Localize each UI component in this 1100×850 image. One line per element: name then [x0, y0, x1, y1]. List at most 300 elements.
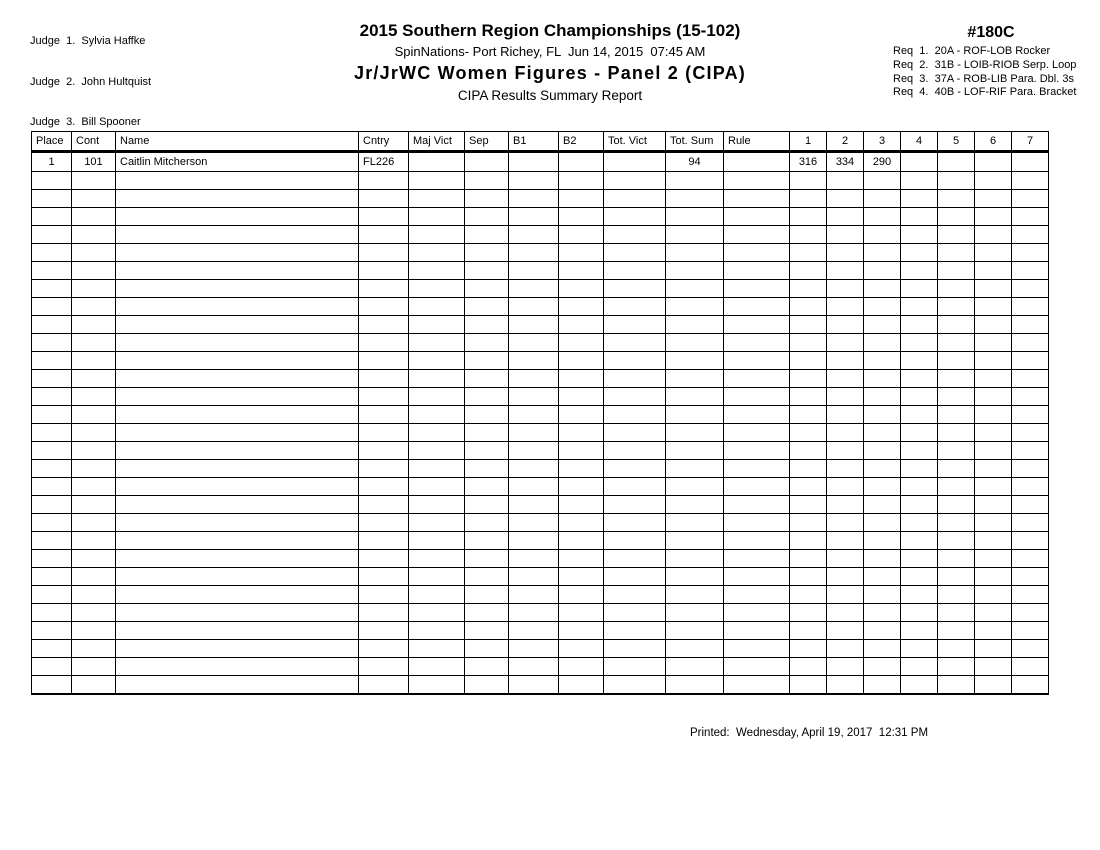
cell-cont: [72, 550, 116, 568]
cell-b1: [509, 604, 559, 622]
cell-judge-5: [938, 352, 975, 370]
cell-judge-3: [864, 514, 901, 532]
cell-name: [116, 658, 359, 676]
cell-judge-1: [790, 442, 827, 460]
cell-judge-7: [1012, 152, 1049, 172]
cell-judge-2: [827, 640, 864, 658]
cell-b2: [559, 334, 604, 352]
cell-judge-7: [1012, 568, 1049, 586]
cell-b2: [559, 658, 604, 676]
cell-place: [32, 496, 72, 514]
cell-cntry: [359, 586, 409, 604]
cell-judge-6: [975, 262, 1012, 280]
cell-judge-2: [827, 568, 864, 586]
cell-b2: [559, 460, 604, 478]
cell-judge-2: [827, 370, 864, 388]
cell-tot-vict: [604, 172, 666, 190]
cell-judge-1: [790, 334, 827, 352]
cell-judge-2: [827, 208, 864, 226]
cell-b1: [509, 586, 559, 604]
cell-sep: [465, 370, 509, 388]
cell-cntry: [359, 172, 409, 190]
cell-judge-4: [901, 550, 938, 568]
cell-judge-7: [1012, 478, 1049, 496]
cell-cont: [72, 604, 116, 622]
cell-judge-1: [790, 424, 827, 442]
cell-judge-5: [938, 442, 975, 460]
cell-judge-1: [790, 568, 827, 586]
cell-judge-4: [901, 172, 938, 190]
cell-b2: [559, 226, 604, 244]
empty-row: [32, 460, 1049, 478]
cell-judge-3: [864, 658, 901, 676]
cell-cont: [72, 334, 116, 352]
cell-tot-vict: [604, 370, 666, 388]
cell-judge-7: [1012, 604, 1049, 622]
judge-line-2: Judge 2. John Hultquist: [30, 75, 152, 88]
cell-name: [116, 172, 359, 190]
cell-rule: [724, 388, 790, 406]
cell-place: [32, 334, 72, 352]
cell-judge-7: [1012, 370, 1049, 388]
cell-tot-sum: [666, 334, 724, 352]
empty-row: [32, 640, 1049, 658]
cell-rule: [724, 496, 790, 514]
column-header-name: Name: [116, 132, 359, 152]
cell-b1: [509, 334, 559, 352]
cell-judge-2: [827, 532, 864, 550]
cell-cntry: [359, 334, 409, 352]
cell-judge-4: [901, 262, 938, 280]
cell-b1: [509, 514, 559, 532]
empty-row: [32, 550, 1049, 568]
cell-judge-1: [790, 478, 827, 496]
column-header-judge-5: 5: [938, 132, 975, 152]
venue-date-line: SpinNations- Port Richey, FL Jun 14, 2015 07:45 AM: [394, 43, 706, 59]
cell-judge-6: [975, 298, 1012, 316]
cell-judge-3: [864, 532, 901, 550]
cell-cntry: [359, 424, 409, 442]
event-info: [885, 24, 1097, 100]
cell-judge-1: [790, 280, 827, 298]
cell-cont: [72, 352, 116, 370]
cell-tot-sum: [666, 460, 724, 478]
cell-name: [116, 316, 359, 334]
cell-judge-2: [827, 496, 864, 514]
cell-judge-7: [1012, 352, 1049, 370]
cell-judge-6: [975, 334, 1012, 352]
cell-judge-5: [938, 190, 975, 208]
cell-place: [32, 406, 72, 424]
cell-cont: [72, 370, 116, 388]
cell-name: [116, 586, 359, 604]
cell-judge-1: [790, 460, 827, 478]
cell-cntry: [359, 496, 409, 514]
cell-cntry: [359, 298, 409, 316]
cell-judge-4: [901, 658, 938, 676]
cell-b2: [559, 244, 604, 262]
column-header-rule: Rule: [724, 132, 790, 152]
cell-cntry: [359, 244, 409, 262]
cell-tot-sum: 94: [666, 152, 724, 172]
empty-row: [32, 658, 1049, 676]
cell-judge-2: [827, 226, 864, 244]
cell-judge-3: [864, 640, 901, 658]
cell-rule: [724, 532, 790, 550]
cell-tot-vict: [604, 514, 666, 532]
cell-place: [32, 352, 72, 370]
cell-rule: [724, 280, 790, 298]
cell-name: [116, 406, 359, 424]
cell-sep: [465, 460, 509, 478]
cell-sep: [465, 478, 509, 496]
cell-judge-5: [938, 262, 975, 280]
column-header-judge-7: 7: [1012, 132, 1049, 152]
column-header-judge-3: 3: [864, 132, 901, 152]
header-row: [32, 132, 1049, 152]
cell-judge-6: [975, 532, 1012, 550]
cell-b2: [559, 532, 604, 550]
cell-judge-4: [901, 352, 938, 370]
cell-maj-vict: [409, 622, 465, 640]
cell-cont: [72, 208, 116, 226]
cell-judge-4: [901, 370, 938, 388]
cell-judge-7: [1012, 226, 1049, 244]
empty-row: [32, 388, 1049, 406]
cell-tot-sum: [666, 406, 724, 424]
cell-place: [32, 658, 72, 676]
cell-maj-vict: [409, 550, 465, 568]
cell-judge-1: [790, 658, 827, 676]
cell-maj-vict: [409, 280, 465, 298]
cell-sep: [465, 424, 509, 442]
cell-maj-vict: [409, 262, 465, 280]
cell-tot-vict: [604, 208, 666, 226]
cell-sep: [465, 640, 509, 658]
cell-judge-6: [975, 388, 1012, 406]
cell-b2: [559, 280, 604, 298]
cell-judge-3: [864, 568, 901, 586]
cell-judge-1: [790, 244, 827, 262]
cell-b2: [559, 208, 604, 226]
cell-cntry: [359, 604, 409, 622]
cell-tot-sum: [666, 226, 724, 244]
cell-judge-5: [938, 478, 975, 496]
cell-judge-4: [901, 496, 938, 514]
cell-rule: [724, 334, 790, 352]
cell-cont: 101: [72, 152, 116, 172]
cell-sep: [465, 334, 509, 352]
cell-place: [32, 640, 72, 658]
cell-rule: [724, 640, 790, 658]
cell-maj-vict: [409, 208, 465, 226]
cell-cntry: [359, 658, 409, 676]
cell-maj-vict: [409, 172, 465, 190]
cell-judge-4: [901, 424, 938, 442]
column-header-judge-4: 4: [901, 132, 938, 152]
cell-judge-7: [1012, 172, 1049, 190]
cell-tot-sum: [666, 514, 724, 532]
empty-row: [32, 424, 1049, 442]
cell-cntry: [359, 406, 409, 424]
cell-tot-sum: [666, 190, 724, 208]
cell-judge-6: [975, 370, 1012, 388]
empty-row: [32, 586, 1049, 604]
cell-judge-6: [975, 406, 1012, 424]
cell-rule: [724, 550, 790, 568]
cell-judge-6: [975, 586, 1012, 604]
cell-b2: [559, 406, 604, 424]
cell-tot-vict: [604, 496, 666, 514]
cell-judge-3: [864, 676, 901, 694]
cell-b1: [509, 244, 559, 262]
cell-judge-2: [827, 586, 864, 604]
empty-row: [32, 568, 1049, 586]
cell-tot-sum: [666, 172, 724, 190]
cell-b1: [509, 658, 559, 676]
cell-b1: [509, 190, 559, 208]
cell-rule: [724, 658, 790, 676]
cell-tot-sum: [666, 442, 724, 460]
cell-judge-6: [975, 316, 1012, 334]
cell-judge-1: [790, 496, 827, 514]
cell-tot-sum: [666, 568, 724, 586]
cell-judge-1: [790, 640, 827, 658]
cell-sep: [465, 604, 509, 622]
cell-tot-vict: [604, 550, 666, 568]
cell-tot-vict: [604, 152, 666, 172]
empty-row: [32, 244, 1049, 262]
cell-rule: [724, 262, 790, 280]
cell-judge-7: [1012, 190, 1049, 208]
cell-cntry: [359, 532, 409, 550]
empty-row: [32, 208, 1049, 226]
requirement-line-1: Req 1. 20A - ROF-LOB Rocker: [893, 45, 1051, 57]
cell-judge-3: [864, 424, 901, 442]
cell-cont: [72, 226, 116, 244]
cell-place: [32, 262, 72, 280]
cell-b1: [509, 676, 559, 694]
cell-judge-3: [864, 586, 901, 604]
column-header-judge-1: 1: [790, 132, 827, 152]
cell-rule: [724, 152, 790, 172]
cell-cntry: [359, 460, 409, 478]
column-header-judge-2: 2: [827, 132, 864, 152]
cell-judge-5: [938, 334, 975, 352]
empty-row: [32, 352, 1049, 370]
cell-judge-1: [790, 190, 827, 208]
cell-cntry: [359, 316, 409, 334]
cell-judge-3: [864, 406, 901, 424]
cell-judge-4: [901, 442, 938, 460]
cell-judge-2: [827, 406, 864, 424]
cell-judge-1: [790, 352, 827, 370]
column-header-tot-vict: Tot. Vict: [604, 132, 666, 152]
cell-b1: [509, 280, 559, 298]
cell-judge-6: [975, 442, 1012, 460]
cell-b2: [559, 370, 604, 388]
cell-b2: [559, 424, 604, 442]
cell-cntry: [359, 640, 409, 658]
empty-row: [32, 532, 1049, 550]
cell-maj-vict: [409, 568, 465, 586]
cell-judge-4: [901, 316, 938, 334]
cell-rule: [724, 190, 790, 208]
cell-judge-7: [1012, 424, 1049, 442]
cell-rule: [724, 352, 790, 370]
cell-judge-2: [827, 280, 864, 298]
cell-judge-6: [975, 676, 1012, 694]
cell-judge-2: [827, 658, 864, 676]
cell-b2: [559, 442, 604, 460]
cell-cont: [72, 640, 116, 658]
cell-maj-vict: [409, 352, 465, 370]
cell-cont: [72, 244, 116, 262]
empty-row: [32, 172, 1049, 190]
cell-cntry: [359, 352, 409, 370]
cell-cont: [72, 262, 116, 280]
cell-place: [32, 676, 72, 694]
cell-place: [32, 370, 72, 388]
empty-row: [32, 604, 1049, 622]
cell-judge-3: [864, 460, 901, 478]
cell-cont: [72, 298, 116, 316]
cell-place: [32, 298, 72, 316]
column-header-judge-6: 6: [975, 132, 1012, 152]
cell-judge-4: [901, 640, 938, 658]
cell-judge-6: [975, 460, 1012, 478]
cell-judge-6: [975, 604, 1012, 622]
cell-judge-7: [1012, 298, 1049, 316]
cell-b1: [509, 316, 559, 334]
cell-sep: [465, 262, 509, 280]
cell-judge-7: [1012, 442, 1049, 460]
empty-row: [32, 190, 1049, 208]
cell-judge-1: [790, 604, 827, 622]
judge-line-1: Judge 1. Sylvia Haffke: [30, 35, 146, 47]
cell-place: [32, 442, 72, 460]
cell-b1: [509, 152, 559, 172]
cell-rule: [724, 424, 790, 442]
cell-judge-4: [901, 388, 938, 406]
cell-name: Caitlin Mitcherson: [116, 152, 359, 172]
cell-judge-5: [938, 244, 975, 262]
cell-judge-5: [938, 208, 975, 226]
cell-judge-6: [975, 190, 1012, 208]
cell-sep: [465, 568, 509, 586]
cell-place: [32, 604, 72, 622]
cell-judge-2: [827, 388, 864, 406]
cell-judge-7: [1012, 496, 1049, 514]
cell-judge-6: [975, 172, 1012, 190]
cell-tot-sum: [666, 388, 724, 406]
cell-cont: [72, 424, 116, 442]
cell-sep: [465, 388, 509, 406]
cell-place: [32, 280, 72, 298]
cell-tot-vict: [604, 406, 666, 424]
cell-name: [116, 604, 359, 622]
cell-sep: [465, 532, 509, 550]
empty-row: [32, 496, 1049, 514]
cell-b2: [559, 550, 604, 568]
requirement-line-2: Req 2. 31B - LOIB-RIOB Serp. Loop: [893, 58, 1077, 71]
cell-b2: [559, 478, 604, 496]
championship-title: 2015 Southern Region Championships (15-102): [359, 21, 741, 40]
cell-maj-vict: [409, 604, 465, 622]
cell-maj-vict: [409, 676, 465, 694]
cell-judge-7: [1012, 208, 1049, 226]
cell-b1: [509, 532, 559, 550]
cell-name: [116, 262, 359, 280]
cell-tot-vict: [604, 388, 666, 406]
empty-row: [32, 226, 1049, 244]
cell-cont: [72, 496, 116, 514]
cell-sep: [465, 172, 509, 190]
cell-judge-2: [827, 622, 864, 640]
cell-judge-6: [975, 622, 1012, 640]
cell-sep: [465, 226, 509, 244]
cell-judge-6: [975, 208, 1012, 226]
cell-judge-7: [1012, 676, 1049, 694]
cell-cntry: [359, 370, 409, 388]
cell-sep: [465, 406, 509, 424]
cell-tot-vict: [604, 568, 666, 586]
cell-rule: [724, 460, 790, 478]
cell-judge-7: [1012, 280, 1049, 298]
cell-sep: [465, 442, 509, 460]
cell-cntry: [359, 190, 409, 208]
cell-tot-vict: [604, 658, 666, 676]
cell-judge-7: [1012, 316, 1049, 334]
cell-tot-vict: [604, 586, 666, 604]
cell-judge-5: [938, 676, 975, 694]
cell-judge-3: 290: [864, 152, 901, 172]
cell-tot-vict: [604, 478, 666, 496]
cell-tot-sum: [666, 370, 724, 388]
cell-sep: [465, 244, 509, 262]
cell-judge-7: [1012, 532, 1049, 550]
cell-judge-1: [790, 532, 827, 550]
cell-name: [116, 622, 359, 640]
cell-place: [32, 460, 72, 478]
cell-name: [116, 478, 359, 496]
cell-judge-2: [827, 352, 864, 370]
cell-judge-4: [901, 152, 938, 172]
cell-b2: [559, 676, 604, 694]
cell-judge-2: [827, 172, 864, 190]
cell-judge-5: [938, 622, 975, 640]
cell-b2: [559, 190, 604, 208]
event-number: #180C: [967, 24, 1015, 41]
cell-judge-5: [938, 424, 975, 442]
cell-b1: [509, 640, 559, 658]
cell-tot-sum: [666, 676, 724, 694]
cell-judge-5: [938, 460, 975, 478]
cell-rule: [724, 316, 790, 334]
cell-sep: [465, 280, 509, 298]
result-row: [32, 152, 1049, 172]
cell-judge-3: [864, 316, 901, 334]
column-header-maj-vict: Maj Vict: [409, 132, 465, 152]
cell-tot-sum: [666, 604, 724, 622]
cell-judge-1: [790, 370, 827, 388]
cell-b2: [559, 586, 604, 604]
cell-b2: [559, 622, 604, 640]
cell-maj-vict: [409, 406, 465, 424]
cell-place: [32, 622, 72, 640]
printed-timestamp: Printed: Wednesday, April 19, 2017 12:31 PM: [690, 727, 929, 739]
cell-judge-5: [938, 152, 975, 172]
